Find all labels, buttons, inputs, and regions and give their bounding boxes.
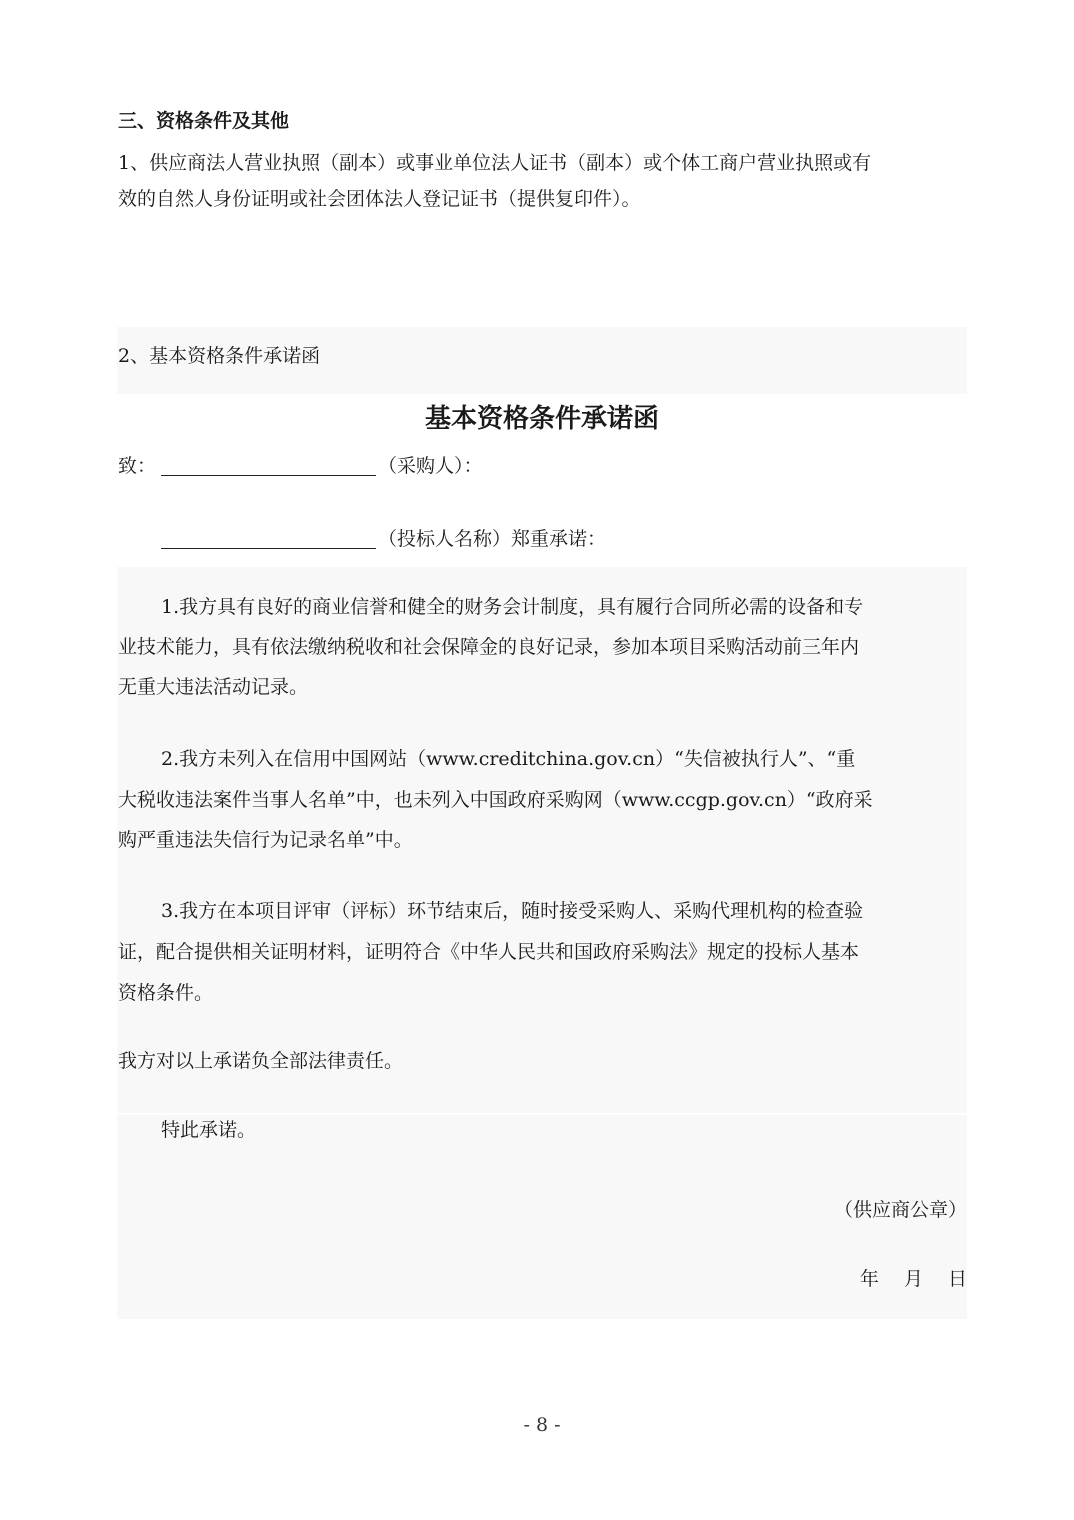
clause-3-line-1: 3.我方在本项目评审（评标）环节结束后，随时接受采购人、采购代理机构的检查验 bbox=[161, 900, 864, 922]
clause-3-line-2: 证，配合提供相关证明材料，证明符合《中华人民共和国政府采购法》规定的投标人基本 bbox=[118, 941, 860, 963]
bidder-suffix: （投标人名称）郑重承诺： bbox=[378, 528, 607, 550]
closing-statement: 特此承诺。 bbox=[161, 1119, 257, 1141]
date-line: 年 月 日 bbox=[859, 1268, 967, 1290]
supplier-seal-label: （供应商公章） bbox=[833, 1199, 967, 1221]
clause-1-line-1: 1.我方具有良好的商业信誉和健全的财务会计制度，具有履行合同所必需的设备和专 bbox=[161, 596, 864, 618]
section-heading: 三、资格条件及其他 bbox=[118, 110, 290, 132]
item2-label: 2、基本资格条件承诺函 bbox=[118, 345, 321, 367]
item1-line2: 效的自然人身份证明或社会团体法人登记证书（提供复印件）。 bbox=[118, 188, 641, 210]
to-prefix: 致： bbox=[118, 455, 157, 477]
clause-2-line-2: 大税收违法案件当事人名单”中，也未列入中国政府采购网（www.ccgp.gov.cn）“政府采 bbox=[118, 789, 873, 811]
clause-1-line-3: 无重大违法活动记录。 bbox=[118, 676, 309, 698]
clause-2-line-1: 2.我方未列入在信用中国网站（www.creditchina.gov.cn）“失信被执行人”、“重 bbox=[161, 748, 856, 770]
clause-3-line-3: 资格条件。 bbox=[118, 982, 214, 1004]
item2-block bbox=[117, 327, 967, 394]
page-number: - 8 - bbox=[523, 1414, 561, 1436]
clause-2-line-3: 购严重违法失信行为记录名单”中。 bbox=[118, 829, 413, 851]
to-suffix: （采购人）： bbox=[378, 455, 483, 477]
clause-1-line-2: 业技术能力，具有依法缴纳税收和社会保障金的良好记录，参加本项目采购活动前三年内 bbox=[118, 636, 860, 658]
liability-statement: 我方对以上承诺负全部法律责任。 bbox=[118, 1050, 404, 1072]
letter-title: 基本资格条件承诺函 bbox=[424, 404, 659, 434]
bidder-name-blank[interactable] bbox=[161, 530, 376, 549]
item1-line1: 1、供应商法人营业执照（副本）或事业单位法人证书（副本）或个体工商户营业执照或有 bbox=[118, 152, 872, 174]
purchaser-blank[interactable] bbox=[161, 457, 376, 476]
divider bbox=[117, 1113, 967, 1115]
